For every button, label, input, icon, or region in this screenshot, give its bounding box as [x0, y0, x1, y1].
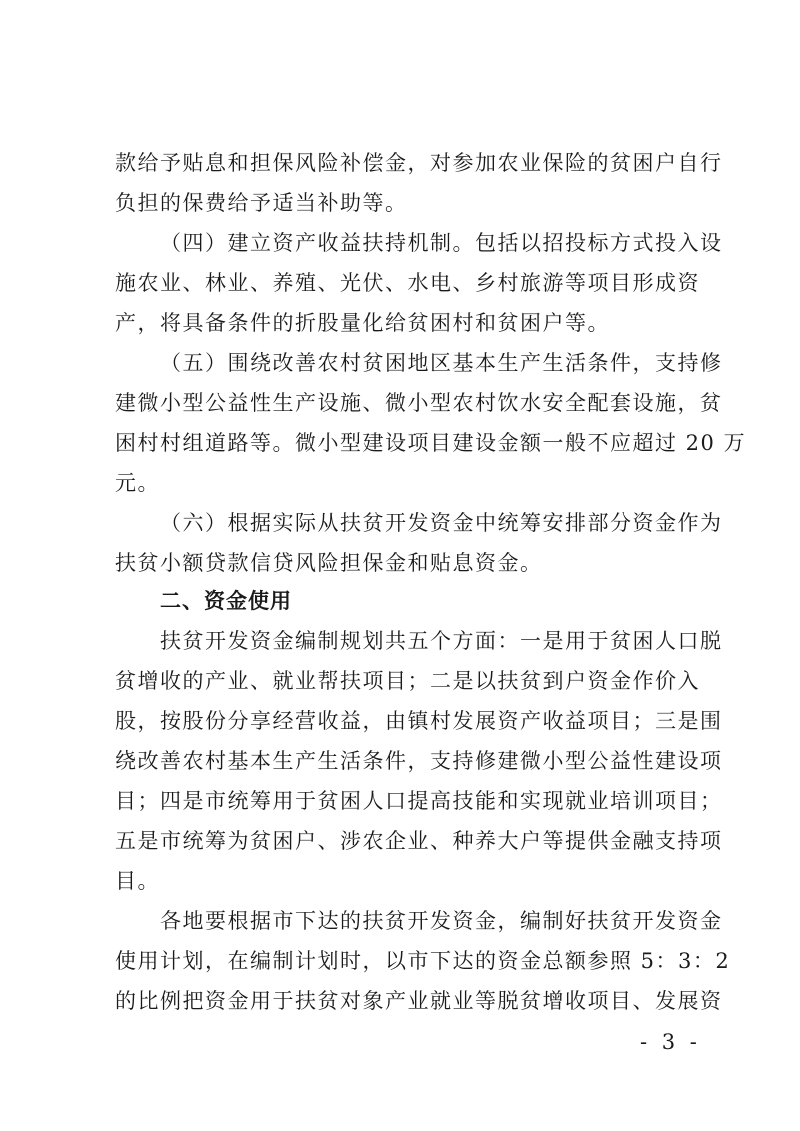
text-line: 款给予贴息和担保风险补偿金，对参加农业保险的贫困户自行 — [115, 151, 723, 175]
text-line: 目；四是市统筹用于贫困人口提高技能和实现就业培训项目； — [115, 789, 723, 813]
text-line: 股，按股份分享经营收益，由镇村发展资产收益项目；三是围 — [115, 709, 723, 733]
text-line: 产，将具备条件的折股量化给贫困村和贫困户等。 — [115, 311, 610, 335]
page-number: - 3 - — [640, 1030, 701, 1054]
paragraph-first-line: （六）根据实际从扶贫开发资金中统筹安排部分资金作为 — [160, 511, 723, 535]
text-line: 困村村组道路等。微小型建设项目建设金额一般不应超过 20 万 — [115, 431, 747, 455]
text-line: 绕改善农村基本生产生活条件，支持修建微小型公益性建设项 — [115, 749, 723, 773]
section-heading: 二、资金使用 — [160, 589, 292, 613]
paragraph-first-line: 各地要根据市下达的扶贫开发资金，编制好扶贫开发资金 — [160, 909, 723, 933]
text-line: 负担的保费给予适当补助等。 — [115, 191, 408, 215]
text-line: 五是市统筹为贫困户、涉农企业、种养大户等提供金融支持项 — [115, 829, 723, 853]
text-line: 扶贫小额贷款信贷风险担保金和贴息资金。 — [115, 551, 543, 575]
text-line: 使用计划，在编制计划时，以市下达的资金总额参照 5：3：2 — [115, 949, 731, 973]
paragraph-first-line: （五）围绕改善农村贫困地区基本生产生活条件，支持修 — [160, 351, 723, 375]
text-line: 的比例把资金用于扶贫对象产业就业等脱贫增收项目、发展资 — [115, 989, 723, 1013]
text-line: 元。 — [115, 471, 160, 495]
text-line: 目。 — [115, 869, 160, 893]
text-line: 建微小型公益性生产设施、微小型农村饮水安全配套设施，贫 — [115, 391, 723, 415]
text-line: 施农业、林业、养殖、光伏、水电、乡村旅游等项目形成资 — [115, 271, 700, 295]
paragraph-first-line: （四）建立资产收益扶持机制。包括以招投标方式投入设 — [160, 231, 723, 255]
text-line: 贫增收的产业、就业帮扶项目；二是以扶贫到户资金作价入 — [115, 669, 700, 693]
paragraph-first-line: 扶贫开发资金编制规划共五个方面：一是用于贫困人口脱 — [160, 629, 723, 653]
